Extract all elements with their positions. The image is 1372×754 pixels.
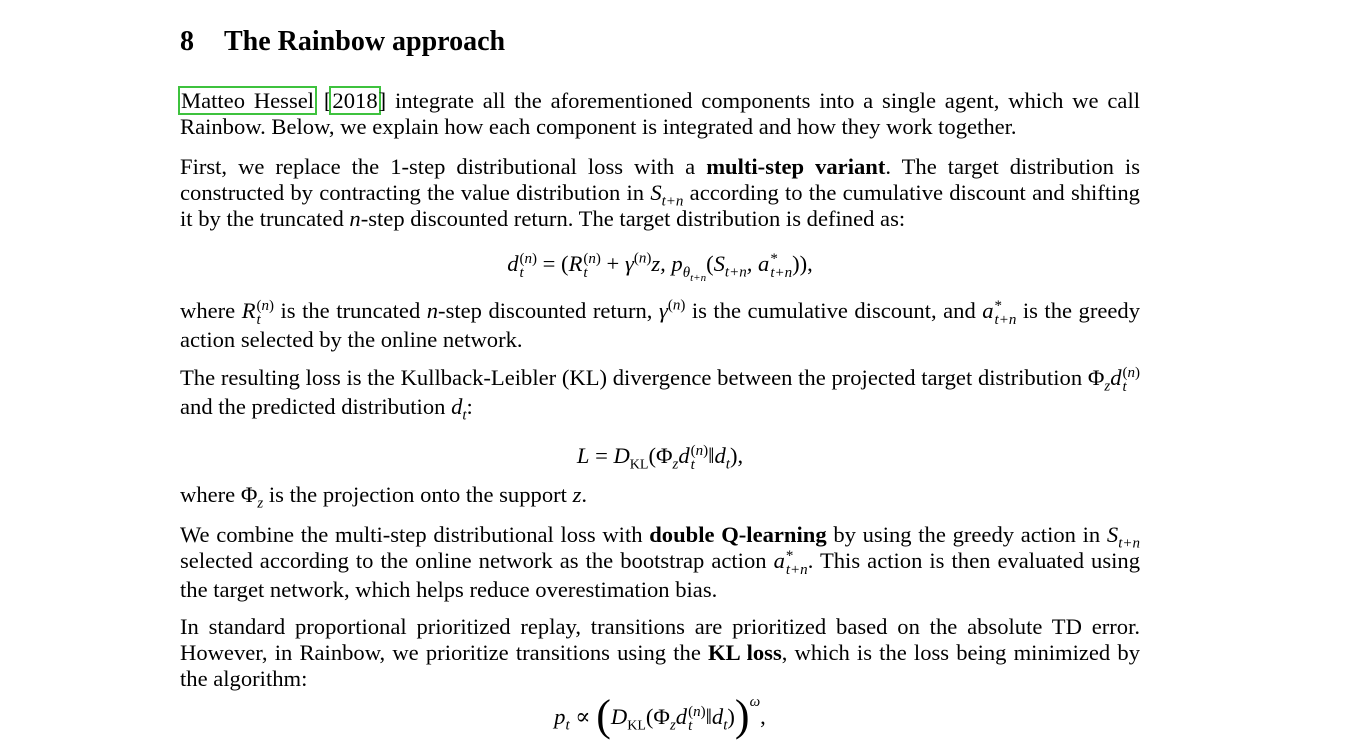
paragraph-projection xyxy=(180,482,1140,512)
text-span: -step discounted return, xyxy=(438,298,659,323)
math-a-star: a * t+n xyxy=(773,547,808,578)
text-span: where xyxy=(180,298,242,323)
math-S-t-plus-n: $S_{t+n}$ xyxy=(650,180,684,210)
math-gamma-n: $\gamma^{(n)}$ xyxy=(658,297,686,323)
equation-loss: $L = D_{KL}(\Phi_zd$ (n) t $‖d_t$), xyxy=(576,442,744,473)
paragraph-where-R xyxy=(180,298,1140,353)
text-span: and the predicted distribution xyxy=(180,393,452,419)
text-span: selected according to the online network as the bootstrap action xyxy=(180,548,774,573)
citation-author-link[interactable]: Matteo Hessel xyxy=(178,86,317,115)
equation-priority: $p_t \propto (D_{KL}(\Phi_zd$ (n) t $‖d_t))^\omega$, xyxy=(554,691,766,740)
math-Phi-z: $\Phi_z$ xyxy=(240,482,264,512)
text-span: is the greedy action selected by the online network. xyxy=(180,298,1140,352)
paragraph-intro-text: integrate all the aforementioned components into a single agent, which we call Rainbow. Below, we explain how each component is integrated and how they work together. xyxy=(180,88,1141,139)
paragraph-prioritized-replay xyxy=(180,614,1140,692)
section-number: 8 xyxy=(180,26,194,57)
paragraph-kl-loss xyxy=(180,364,1140,424)
math-n: n xyxy=(426,298,439,323)
text-span: . xyxy=(581,482,588,507)
text-span: according to the cumulative discount and shifting it by the truncated xyxy=(180,180,1140,231)
math-Phi-z-d: $\Phi_zd$ (n) t xyxy=(1087,364,1140,395)
text-span: First, we replace the 1-step distributional loss with a xyxy=(180,154,707,179)
section-title: The Rainbow approach xyxy=(224,26,506,57)
text-span: In standard proportional prioritized replay, transitions are prioritized based on the absolute TD error. However, in Rainbow, we prioritize transitions using the xyxy=(180,614,1140,665)
citation-bracket-close: ] xyxy=(378,88,387,113)
text-span: is the projection onto the support xyxy=(263,482,573,507)
paragraph-intro xyxy=(180,88,1140,140)
text-span: : xyxy=(466,393,473,419)
text-span: by using the greedy action in xyxy=(826,522,1107,547)
bold-term-multi-step: multi-step variant xyxy=(706,154,886,179)
equation-target-distribution: d (n) t = (R (n) t + $\gamma^{(n)}z$, $p_{\theta_{t+n}}(S_{t+n}$, a * t+n )), xyxy=(507,250,813,284)
math-z: z xyxy=(572,482,582,507)
citation-year-link[interactable]: 2018 xyxy=(329,86,380,115)
text-span: The resulting loss is the Kullback-Leibler (KL) divergence between the projected target distribution xyxy=(180,365,1088,390)
text-span: -step discounted return. The target distribution is defined as: xyxy=(360,206,906,231)
text-span: where xyxy=(180,482,241,507)
math-a-star: a * t+n xyxy=(982,297,1017,328)
text-span: . This action is then evaluated using the target network, which helps reduce overestimation bias. xyxy=(180,548,1140,602)
section-heading xyxy=(180,26,505,58)
text-span: is the truncated xyxy=(274,298,427,323)
paragraph-double-q xyxy=(180,522,1140,603)
bold-term-double-q-learning: double Q-learning xyxy=(649,522,827,547)
math-S-t-plus-n: $S_{t+n}$ xyxy=(1106,522,1140,552)
math-R-t-n: R (n) t xyxy=(241,297,275,328)
math-n: n xyxy=(349,206,361,231)
text-span: is the cumulative discount, and xyxy=(685,298,983,323)
text-span: We combine the multi-step distributional loss with xyxy=(180,522,650,547)
paragraph-multistep xyxy=(180,154,1140,232)
text-span: . The target distribution is constructed by contracting the value distribution in xyxy=(180,154,1140,205)
bold-term-kl-loss: KL loss xyxy=(708,640,782,665)
math-d-t: $d_t$ xyxy=(451,393,467,424)
text-span: , which is the loss being minimized by the algorithm: xyxy=(180,640,1140,691)
citation-bracket-open: [ xyxy=(323,88,332,113)
